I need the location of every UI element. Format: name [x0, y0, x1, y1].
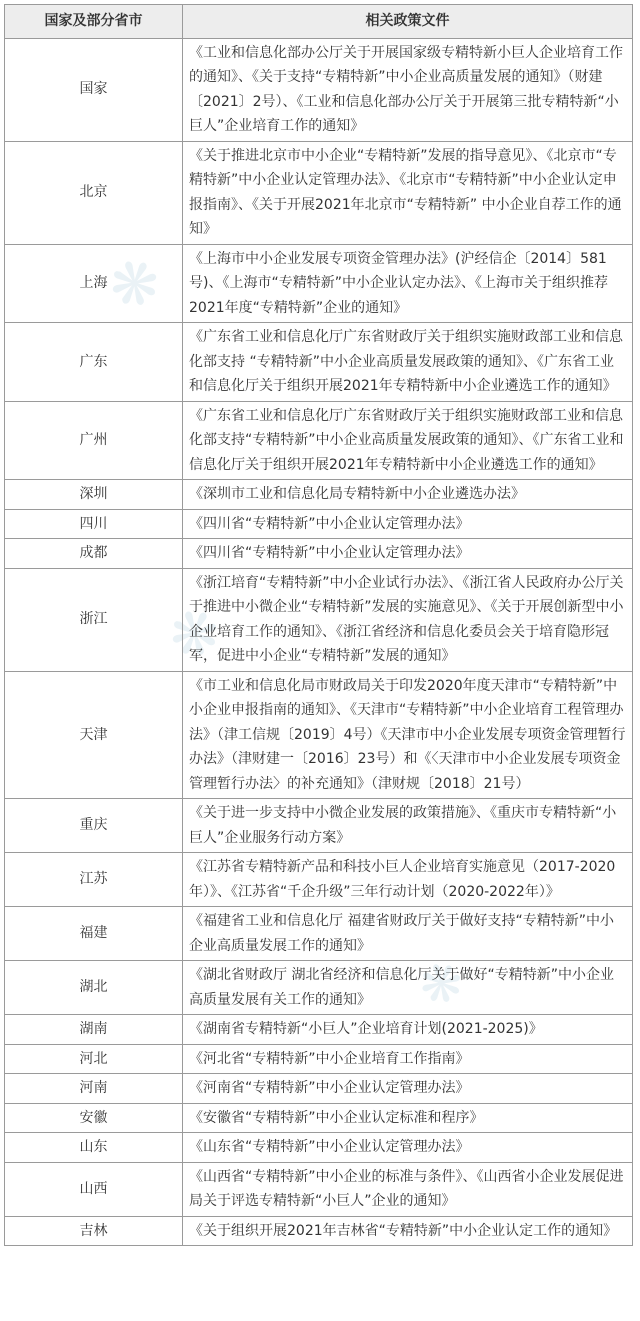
policy-docs-cell: 《河南省“专精特新”中小企业认定管理办法》	[183, 1074, 633, 1104]
region-cell: 北京	[5, 141, 183, 244]
table-row	[5, 671, 633, 799]
policy-docs-cell: 《安徽省“专精特新”中小企业认定标准和程序》	[183, 1103, 633, 1133]
region-cell: 浙江	[5, 568, 183, 671]
region-cell: 成都	[5, 539, 183, 569]
table-row	[5, 539, 633, 569]
region-cell: 河南	[5, 1074, 183, 1104]
policy-docs-cell: 《湖南省专精特新“小巨人”企业培育计划(2021-2025)》	[183, 1015, 633, 1045]
policy-docs-cell: 《关于进一步支持中小微企业发展的政策措施》、《重庆市专精特新“小巨人”企业服务行动方案》	[183, 799, 633, 853]
table-row	[5, 480, 633, 510]
policy-docs-cell: 《上海市中小企业发展专项资金管理办法》(沪经信企〔2014〕581号)、《上海市“专精特新”中小企业认定办法》、《上海市关于组织推荐2021年度“专精特新”企业的通知》	[183, 244, 633, 323]
table-row	[5, 401, 633, 480]
policy-docs-cell: 《河北省“专精特新”中小企业培育工作指南》	[183, 1044, 633, 1074]
table-body	[5, 38, 633, 1246]
region-cell: 山西	[5, 1162, 183, 1216]
policy-docs-cell: 《四川省“专精特新”中小企业认定管理办法》	[183, 509, 633, 539]
table-row	[5, 1074, 633, 1104]
header-region: 国家及部分省市	[5, 5, 183, 39]
policy-docs-cell: 《山东省“专精特新”中小企业认定管理办法》	[183, 1133, 633, 1163]
policy-docs-cell: 《山西省“专精特新”中小企业的标准与条件》、《山西省小企业发展促进局关于评选专精特新“小巨人”企业的通知》	[183, 1162, 633, 1216]
table-row	[5, 1015, 633, 1045]
region-cell: 广东	[5, 323, 183, 402]
policy-docs-cell: 《工业和信息化部办公厅关于开展国家级专精特新小巨人企业培育工作的通知》、《关于支持“专精特新”中小企业高质量发展的通知》（财建〔2021〕2号）、《工业和信息化部办公厅关于开展第三批专精特新“小巨人”企业培育工作的通知》	[183, 38, 633, 141]
policy-docs-cell: 《广东省工业和信息化厅广东省财政厅关于组织实施财政部工业和信息化部支持“专精特新”中小企业高质量发展政策的通知》、《广东省工业和信息化厅关于组织开展2021年专精特新中小企业遴选工作的通知》	[183, 401, 633, 480]
region-cell: 福建	[5, 907, 183, 961]
region-cell: 湖南	[5, 1015, 183, 1045]
table-row	[5, 244, 633, 323]
table-row	[5, 1133, 633, 1163]
header-docs: 相关政策文件	[183, 5, 633, 39]
region-cell: 天津	[5, 671, 183, 799]
table-row	[5, 1044, 633, 1074]
table-header-row	[5, 5, 633, 39]
policy-docs-cell: 《四川省“专精特新”中小企业认定管理办法》	[183, 539, 633, 569]
policy-docs-cell: 《广东省工业和信息化厅广东省财政厅关于组织实施财政部工业和信息化部支持 “专精特新”中小企业高质量发展政策的通知》、《广东省工业和信息化厅关于组织开展2021年专精特新中小企业遴选工作的通知》	[183, 323, 633, 402]
table-row	[5, 1216, 633, 1246]
watermark: ❋	[100, 243, 170, 327]
table-row	[5, 509, 633, 539]
table-row	[5, 323, 633, 402]
region-cell: 国家	[5, 38, 183, 141]
region-cell: 重庆	[5, 799, 183, 853]
table-row	[5, 907, 633, 961]
region-cell: 上海	[5, 244, 183, 323]
region-cell: 深圳	[5, 480, 183, 510]
table-row	[5, 38, 633, 141]
table-row	[5, 1162, 633, 1216]
watermark: ❋	[160, 593, 230, 677]
region-cell: 广州	[5, 401, 183, 480]
policy-docs-cell: 《湖北省财政厅 湖北省经济和信息化厅关于做好“专精特新”中小企业高质量发展有关工作的通知》	[183, 961, 633, 1015]
policy-docs-cell: 《浙江培育“专精特新”中小企业试行办法》、《浙江省人民政府办公厅关于推进中小微企业“专精特新”发展的实施意见》、《关于开展创新型中小企业培育工作的通知》、《浙江省经济和信息化委员会关于培育隐形冠军，促进中小企业“专精特新”发展的通知》	[183, 568, 633, 671]
table-row	[5, 799, 633, 853]
region-cell: 湖北	[5, 961, 183, 1015]
region-cell: 安徽	[5, 1103, 183, 1133]
region-cell: 吉林	[5, 1216, 183, 1246]
policy-docs-cell: 《市工业和信息化局市财政局关于印发2020年度天津市“专精特新”中小企业申报指南的通知》、《天津市“专精特新”中小企业培育工程管理办法》（津工信规〔2019〕4号）《天津市中小企业发展专项资金管理暂行办法》（津财建一〔2016〕23号）和《〈天津市中小企业发展专项资金管理暂行办法〉的补充通知》（津财规〔2018〕21号）	[183, 671, 633, 799]
policy-docs-cell: 《江苏省专精特新产品和科技小巨人企业培育实施意见（2017-2020年）》、《江苏省“千企升级”三年行动计划（2020-2022年）》	[183, 853, 633, 907]
table-row	[5, 961, 633, 1015]
table-row	[5, 1103, 633, 1133]
region-cell: 河北	[5, 1044, 183, 1074]
policy-table	[4, 4, 633, 1246]
policy-docs-cell: 《福建省工业和信息化厅 福建省财政厅关于做好支持“专精特新”中小企业高质量发展工作的通知》	[183, 907, 633, 961]
watermark: ❋	[411, 949, 472, 1021]
region-cell: 四川	[5, 509, 183, 539]
policy-docs-cell: 《关于组织开展2021年吉林省“专精特新”中小企业认定工作的通知》	[183, 1216, 633, 1246]
table-row	[5, 568, 633, 671]
policy-docs-cell: 《深圳市工业和信息化局专精特新中小企业遴选办法》	[183, 480, 633, 510]
policy-docs-cell: 《关于推进北京市中小企业“专精特新”发展的指导意见》、《北京市“专精特新”中小企业认定管理办法》、《北京市“专精特新”中小企业认定申报指南》、《关于开展2021年北京市“专精特新” 中小企业自荐工作的通知》	[183, 141, 633, 244]
region-cell: 江苏	[5, 853, 183, 907]
region-cell: 山东	[5, 1133, 183, 1163]
table-row	[5, 141, 633, 244]
table-row	[5, 853, 633, 907]
